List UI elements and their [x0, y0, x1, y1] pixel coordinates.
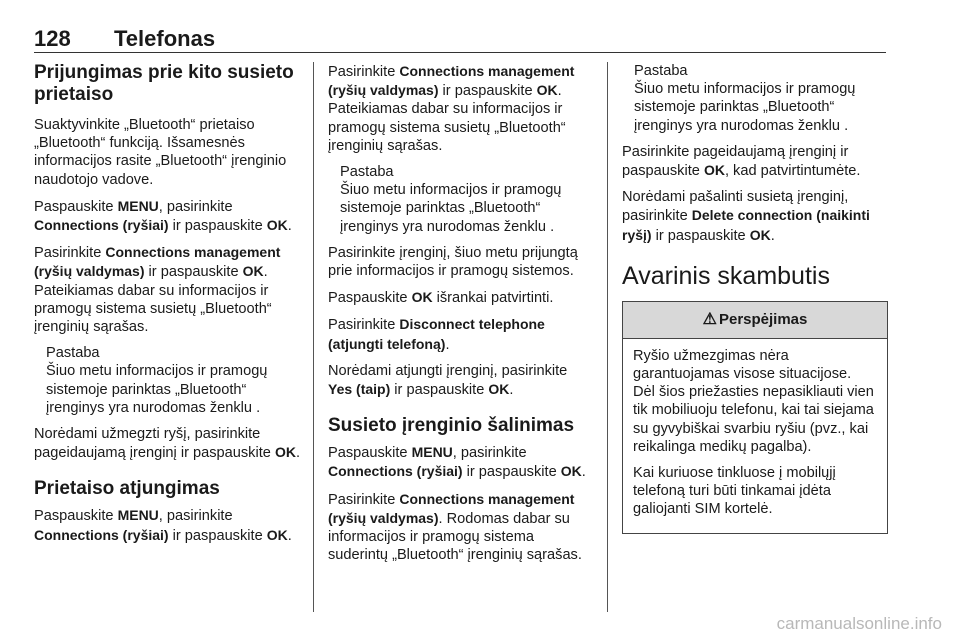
note-text: Šiuo metu informacijos ir pramogų sistemoje parinktas „Bluetooth“ įrenginys yra nurodomas ženklu .	[340, 182, 562, 235]
paragraph: Paspauskite MENU, pasirinkite Connections (ryšiai) ir paspauskite OK.	[328, 444, 586, 481]
paragraph: Pasirinkite Connections management (ryšių valdymas). Rodomas dabar su informacijos ir pramogų sistema suderintų „Bluetooth“ įrenginių sąrašas.	[328, 490, 582, 564]
section-heading: Prijungimas prie kito susieto prietaiso	[34, 62, 294, 105]
paragraph: Kai kuriuose tinkluose į mobilųjį telefoną turi būti tinkamai įdėta galiojanti SIM kortelė.	[633, 465, 836, 518]
note	[46, 344, 300, 417]
watermark: carmanualsonline.info	[776, 614, 942, 633]
note	[340, 163, 594, 236]
note-text: Šiuo metu informacijos ir pramogų sistemoje parinktas „Bluetooth“ įrenginys yra nurodomas ženklu .	[634, 81, 856, 134]
column-divider	[607, 62, 608, 612]
note	[634, 62, 888, 135]
column-2	[328, 62, 594, 572]
paragraph: Pasirinkite Disconnect telephone (atjungti telefoną).	[328, 316, 545, 353]
note-text: Šiuo metu informacijos ir pramogų sistemoje parinktas „Bluetooth“ įrenginys yra nurodomas ženklu .	[46, 363, 268, 416]
warning-title: Perspėjimas	[718, 310, 808, 328]
paragraph: Ryšio užmezgimas nėra garantuojamas visose situacijose. Dėl šios priežasties nepasikliauti vien tik mobiliuoju telefonu, kai tai siejama su gyvybiškai svarbiu ryšiu (pvz., kai reikalinga medikų pagalba).	[633, 347, 874, 455]
paragraph: Norėdami užmegzti ryšį, pasirinkite pageidaujamą įrenginį ir paspauskite OK.	[34, 426, 301, 462]
paragraph: Pasirinkite pageidaujamą įrenginį ir paspauskite OK, kad patvirtintumėte.	[622, 143, 861, 180]
paragraph: Norėdami pašalinti susietą įrenginį, pasirinkite Delete connection (naikinti ryšį) ir paspauskite OK.	[622, 189, 870, 244]
column-3	[622, 62, 888, 534]
page-number: 128	[34, 26, 71, 51]
chapter-heading: Avarinis skambutis	[622, 261, 830, 290]
paragraph: Paspauskite MENU, pasirinkite Connections (ryšiai) ir paspauskite OK.	[34, 507, 292, 544]
warning-box	[622, 301, 888, 534]
note-title: Pastaba	[634, 63, 688, 79]
paragraph: Norėdami atjungti įrenginį, pasirinkite Yes (taip) ir paspauskite OK.	[328, 362, 568, 399]
paragraph: Pasirinkite Connections management (ryšių valdymas) ir paspauskite OK. Pateikiamas dabar su informacijos ir pramogų sistema susietų „Bluetooth“ įrenginių sąrašas.	[328, 63, 575, 154]
warning-triangle-icon: ⚠	[702, 310, 717, 328]
page-title: Telefonas	[114, 26, 216, 51]
paragraph: Paspauskite OK išrankai patvirtinti.	[328, 289, 554, 307]
note-title: Pastaba	[46, 345, 100, 362]
note-title: Pastaba	[340, 164, 394, 181]
paragraph: Pasirinkite įrenginį, šiuo metu prijungtą prie informacijos ir pramogų sistemos.	[328, 244, 578, 280]
section-heading: Prietaiso atjungimas	[34, 478, 220, 500]
paragraph: Suaktyvinkite „Bluetooth“ prietaiso „Bluetooth“ funkciją. Išsamesnės informacijos rasite „Bluetooth“ įrenginio naudotojo vadove.	[34, 117, 287, 188]
page-header	[34, 24, 886, 53]
column-1	[34, 62, 300, 553]
warning-header	[623, 302, 887, 339]
paragraph: Pasirinkite Connections management (ryšių valdymas) ir paspauskite OK. Pateikiamas dabar su informacijos ir pramogų sistema susietų „Bluetooth“ įrenginių sąrašas.	[34, 244, 281, 336]
paragraph: Paspauskite MENU, pasirinkite Connections (ryšiai) ir paspauskite OK.	[34, 197, 292, 235]
column-divider	[313, 62, 314, 612]
section-heading: Susieto įrenginio šalinimas	[328, 415, 575, 437]
warning-body	[623, 339, 887, 533]
